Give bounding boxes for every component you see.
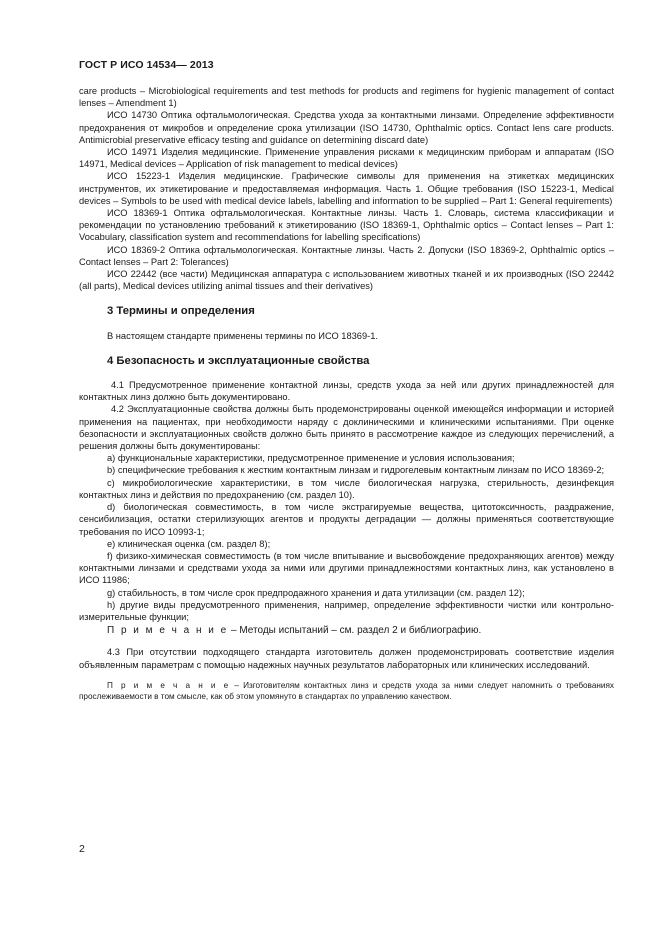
note-methods — [79, 625, 614, 637]
note-text: – Изготовителям контактных линз и средств ухода за ними следует напомнить о требованиях прослеживаемости в том смысле, как об этом упомянуто в стандартах по управлению качеством. — [79, 680, 614, 701]
note-label: П р и м е ч а н и е — [107, 680, 231, 690]
clause-4-3: 4.3 При отсутствии подходящего стандарта изготовитель должен продемонстрировать соответствие изделия объявленным параметрам с помощью надежных научных результатов лабораторных или клинических исследований. — [79, 647, 614, 670]
list-item-b: b) специфические требования к жестким контактным линзам и гидрогелевым контактным линзам по ИСО 18369-2; — [107, 465, 605, 476]
section-3-heading: 3 Термины и определения — [107, 305, 255, 318]
list-item-a: а) функциональные характеристики, предусмотренное применение и условия использования; — [107, 453, 515, 464]
list-item-g: g) стабильность, в том числе срок предпродажного хранения и дата утилизации (см. раздел 12); — [107, 587, 525, 598]
document-body — [79, 85, 614, 702]
section-3-text: В настоящем стандарте применены термины по ИСО 18369-1. — [107, 330, 378, 341]
reference-paragraph: ИСО 18369-1 Оптика офтальмологическая. Контактные линзы. Часть 1. Словарь, система классификации и рекомендации по установлению требований к этикетированию (ISO 18369-1, Ophthalmic optics – Contact lenses – Part 1: Vocabulary, classification system and recommendations for labelling specifications) — [79, 208, 614, 243]
note-traceability — [79, 680, 614, 702]
list-item-d: d) биологическая совместимость, в том числе экстрагируемые вещества, цитотоксичность, раздражение, сенсибилизация, остатки стерилизующих агентов и продукты деградации — должны применяться соответствующие требования по ИСО 10993-1; — [79, 502, 614, 537]
reference-paragraph: ИСО 22442 (все части) Медицинская аппаратура с использованием животных тканей и их производных (ISO 22442 (all parts), Medical devices utilizing animal tissues and their derivatives) — [79, 269, 614, 292]
note-label: П р и м е ч а н и е — [107, 625, 229, 637]
standard-header: ГОСТ Р ИСО 14534— 2013 — [79, 59, 214, 71]
reference-paragraph: ИСО 15223-1 Изделия медицинские. Графические символы для применения на этикетках медицинских инструментов, их этикетирование и предоставляемая информация. Часть 1. Общие требования (ISO 15223-1, Medical devices – Symbols to be used with medical device labels, labelling and information to be supplied – Part 1: General requirements) — [79, 171, 614, 206]
list-item-f: f) физико-химическая совместимость (в том числе впитывание и высвобождение предохраняющих агентов) между контактными линзами и средствами ухода за ними или другими принадлежностями контактных линз, как установлено в ИСО 11986; — [79, 550, 614, 586]
clause-4-2: 4.2 Эксплуатационные свойства должны быть продемонстрированы оценкой имеющейся информации и историей применения на пациентах, при необходимости наряду с доклиническими и клиническими испытаниями. При оценке безопасности и эксплуатационных свойств должно быть принято в рассмотрение каждое из следующих перечислений, а решения должны быть документированы: — [79, 404, 614, 452]
section-4-heading: 4 Безопасность и эксплуатационные свойства — [107, 354, 370, 367]
page-number: 2 — [79, 843, 85, 855]
reference-paragraph: ИСО 14971 Изделия медицинские. Применение управления рисками к медицинским приборам и аппаратам (ISO 14971, Medical devices – Application of risk management to medical devices) — [79, 147, 614, 170]
list-item-h: h) другие виды предусмотренного применения, например, определение эффективности чистки или контрольно-измерительные функции; — [79, 599, 614, 622]
list-item-c: c) микробиологические характеристики, в том числе биологическая нагрузка, стерильность, дезинфекция контактных линз и действия по предохранению (см. раздел 10). — [79, 477, 614, 500]
note-text: – Методы испытаний – см. раздел 2 и библиографию. — [228, 625, 482, 637]
reference-paragraph: ИСО 14730 Оптика офтальмологическая. Средства ухода за контактными линзами. Определение эффективности предохранения от микробов и определение срока утилизации (ISO 14730, Ophthalmic optics. Contact lens care products. Antimicrobial preservative efficacy testing and guidance on determining discard date) — [79, 110, 614, 145]
clause-4-1: 4.1 Предусмотренное применение контактной линзы, средств ухода за ней или других принадлежностей для контактных линз должно быть документировано. — [79, 380, 614, 403]
reference-paragraph: ИСО 18369-2 Оптика офтальмологическая. Контактные линзы. Часть 2. Допуски (ISO 18369-2, Ophthalmic optics – Contact lenses – Part 2: Tolerances) — [79, 244, 614, 267]
reference-paragraph: care products – Microbiological requirements and test methods for products and regimens for hygienic management of contact lenses – Amendment 1) — [79, 86, 614, 109]
list-item-e: e) клиническая оценка (см. раздел 8); — [107, 538, 271, 549]
